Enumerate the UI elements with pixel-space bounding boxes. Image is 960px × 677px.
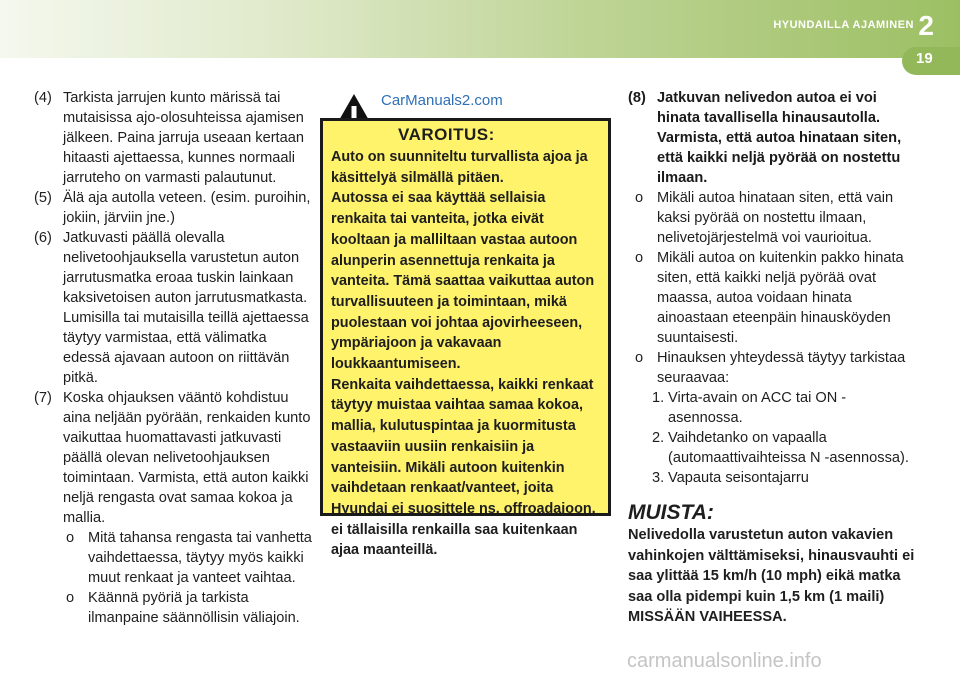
list-item xyxy=(34,388,312,528)
bullet-group xyxy=(34,528,312,628)
note-title: MUISTA: xyxy=(628,501,714,524)
warning-title: VAROITUS: xyxy=(398,125,495,144)
bullet-text: Käännä pyöriä ja tarkista ilmanpaine säännöllisin väliajoin. xyxy=(88,590,300,626)
item-label: (5) xyxy=(34,190,52,206)
warning-paragraph: Autossa ei saa käyttää sellaisia renkaita tai vanteita, jotka eivät kooltaan ja malliltaan vastaa autoon alunperin asennettuja renkaita ja vanteita. Tämä saattaa vaikuttaa auton turvallisuuteen ja toimintaan, mikä puolestaan voi johtaa ajovirheeseen, ympäriajoon ja vakavaan loukkaantumiseen. xyxy=(331,190,595,373)
left-column xyxy=(34,88,312,628)
watermark-top: CarManuals2.com xyxy=(381,92,503,109)
bullet-text: Mikäli autoa on kuitenkin pakko hinata siten, että kaikki neljä pyörää ovat maassa, autoa voidaan hinata ainoastaan eteenpäin hinausköyden suuntaisesti. xyxy=(657,250,904,346)
item-text: Jatkuvan nelivedon autoa ei voi hinata tavallisella hinausautolla. Varmista, että autoa hinataan siten, että kaikki neljä pyörää on nostettu ilmaan. xyxy=(657,90,902,186)
bullet-mark: o xyxy=(66,530,75,546)
bullet-text: Hinauksen yhteydessä täytyy tarkistaa seuraavaa: xyxy=(657,350,906,386)
bullet-item xyxy=(632,248,920,348)
step-text: Vapauta seisontajarru xyxy=(668,470,809,486)
watermark-bottom: carmanualsonline.info xyxy=(627,650,822,672)
bullet-text: Mitä tahansa rengasta tai vanhetta vaihdettaessa, täytyy myös kaikki muut renkaat ja vanteet vaihtaa. xyxy=(88,530,312,586)
bullet-mark: o xyxy=(635,350,644,366)
bullet-item xyxy=(632,348,920,388)
note-text: Nelivedolla varustetun auton vakavien vahinkojen välttämiseksi, hinausvauhti ei saa ylittää 15 km/h (10 mph) eikä matka saa olla pidempi kuin 1,5 km (1 maili) MISSÄÄN VAIHEESSA. xyxy=(628,527,915,625)
list-item xyxy=(34,228,312,388)
item-text: Koska ohjauksen vääntö kohdistuu aina neljään pyörään, renkaiden kunto vaikuttaa huomattavasti jatkuvasti päällä olevan nelivetoohjauksen toimintaan. Varmista, että auton kaikki neljä rengasta ovat samaa kokoa ja mallia. xyxy=(63,390,311,526)
warning-paragraph: Auto on suunniteltu turvallista ajoa ja käsittelyä silmällä pitäen. xyxy=(331,149,588,186)
bullet-mark: o xyxy=(635,250,644,266)
step-text: Virta-avain on ACC tai ON -asennossa. xyxy=(668,390,847,426)
item-label: (6) xyxy=(34,230,52,246)
list-item xyxy=(34,188,312,228)
step-item xyxy=(608,428,920,468)
step-text: Vaihdetanko on vapaalla (automaattivaihteissa N -asennossa). xyxy=(668,430,909,466)
warning-paragraph: Renkaita vaihdettaessa, kaikki renkaat täytyy muistaa vaihtaa samaa kokoa, mallia, kulutuspintaa ja kuormitusta vastaaviin uusiin renkaisiin ja vanteisiin. Mikäli autoon kuitenkin vaihdetaan renkaat/vanteet, joita Hyundai ei suosittele ns. offroadajoon, ei tällaisilla renkailla saa kuitenkaan ajaa maanteillä. xyxy=(331,376,596,559)
bullet-item xyxy=(63,528,312,588)
item-extra-text: Lumisilla tai mutaisilla teillä ajettaessa täytyy varmistaa, että välimatka edessä ajavaan autoon on riittävän pitkä. xyxy=(63,310,309,386)
step-item xyxy=(608,388,920,428)
item-label: (8) xyxy=(628,90,646,106)
warning-box xyxy=(320,118,611,559)
bullet-group xyxy=(628,188,920,388)
page-number: 19 xyxy=(916,50,933,67)
bullet-item xyxy=(632,188,920,248)
right-column xyxy=(628,88,920,628)
item-label: (4) xyxy=(34,90,52,106)
warning-body xyxy=(331,147,603,561)
item-text: Tarkista jarrujen kunto märissä tai mutaisissa ajo-olosuhteissa ajamisen jälkeen. Paina jarruja useaan kertaan hitaasti ajettaessa, kunnes normaali jarruteho on varmasti palautunut. xyxy=(63,90,304,186)
step-number: 1. xyxy=(652,390,665,406)
bullet-mark: o xyxy=(66,590,75,606)
item-text: Jatkuvasti päällä olevalla nelivetoohjauksella varustetun auton jarrutusmatka eroaa tuskin lainkaan kaksivetoisen auton jarrutusmatkasta. xyxy=(63,230,308,306)
bullet-mark: o xyxy=(635,190,644,206)
chapter-number: 2 xyxy=(918,10,934,41)
list-item xyxy=(628,88,920,188)
step-number: 2. xyxy=(652,430,665,446)
item-label: (7) xyxy=(34,390,52,406)
item-text: Älä aja autolla veteen. (esim. puroihin, jokiin, järviin jne.) xyxy=(63,190,311,226)
step-number: 3. xyxy=(652,470,665,486)
step-item xyxy=(608,468,920,488)
bullet-item xyxy=(63,588,312,628)
section-title: HYUNDAILLA AJAMINEN xyxy=(773,19,914,31)
numbered-steps xyxy=(608,388,920,488)
bullet-text: Mikäli autoa hinataan siten, että vain kaksi pyörää on nostettu ilmaan, nelivetojärjestelmä voi vaurioitua. xyxy=(657,190,894,246)
list-item xyxy=(34,88,312,188)
